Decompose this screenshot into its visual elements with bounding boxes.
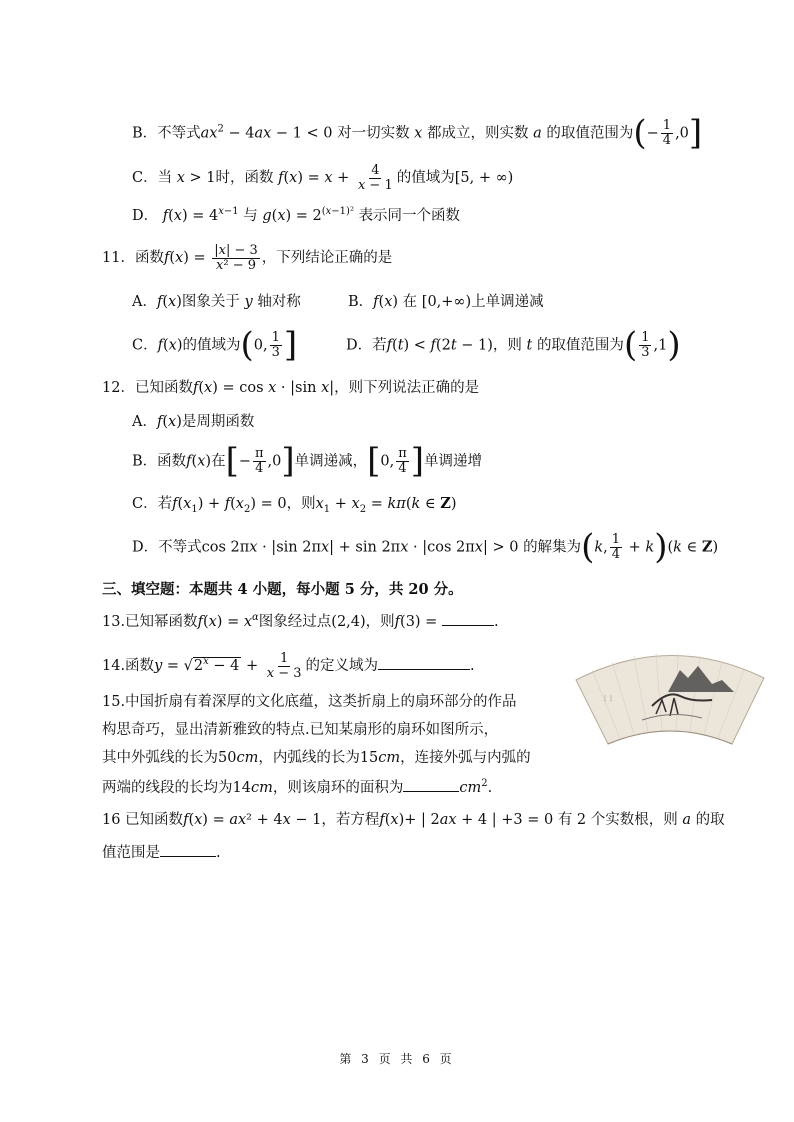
q13: 13.已知幂函数$f(x) = x^\alpha$图象经过点(2,4)，则f(3) = . — [102, 612, 499, 630]
folding-fan-image — [572, 640, 768, 748]
q11-option-b: B．f(x) 在 [0,+∞)上单调递减 — [348, 294, 544, 310]
q14-answer-blank[interactable] — [378, 657, 470, 670]
q10-option-b: B．不等式$ax^2 - 4ax - 1 < 0$ 对一切实数 x 都成立，则实数 a 的取值范围为(− $\frac{1}{4}$ ,0] — [132, 113, 703, 153]
q12-d-end: 的解集为 — [523, 539, 582, 556]
q11-stem-label: 11．函数 — [102, 250, 164, 267]
q12-stem-end: ，则下列说法正确的是 — [334, 380, 480, 396]
q12-b-end: 单调递增 — [424, 453, 483, 470]
q13-stem: 13.已知幂函数 — [102, 613, 198, 630]
q16-answer-blank[interactable] — [160, 844, 216, 857]
q11-stem-end: ，下列结论正确的是 — [261, 250, 393, 267]
q12-stem: 12．已知函数f(x) = cos x · |sin x|，则下列说法正确的是 — [102, 380, 480, 396]
q12-c-mid: ，则 — [286, 496, 316, 512]
page-footer: 第 3 页 共 6 页 — [339, 1052, 455, 1066]
q11-d-end: 的取值范围为 — [536, 337, 624, 354]
q10-d-label: D． — [132, 207, 159, 224]
q15-line3: 其中外弧线的长为50cm，内弧线的长为15cm，连接外弧与内弧的 — [102, 750, 531, 766]
q13-end: ，则 — [365, 613, 395, 630]
q11-d-mid: ，则 — [492, 337, 522, 354]
q11-a-end: 轴对称 — [257, 294, 301, 310]
q12-b-mid2: 单调递减， — [294, 453, 368, 470]
q15-line1: 15.中国折扇有着深厚的文化底蕴，这类折扇上的扇环部分的作品 — [102, 694, 517, 710]
q10-option-c: C．当 x > 1时，函数 f(x) = x + $\frac{4}{x - 1}$ 的值域为[5, + ∞) — [132, 163, 514, 193]
section-heading: 三、填空题：本题共 4 小题，每小题 5 分，共 20 分。 — [102, 581, 463, 598]
q11-stem: 11．函数f(x) = $\frac{|x| - 3}{\text{x² − 9}}$ ，下列结论正确的是 — [102, 243, 393, 273]
q15-answer-blank[interactable] — [403, 779, 459, 792]
q10-b-mid: 对一切实数 — [337, 125, 410, 142]
q11-d-label: D．若 — [346, 337, 387, 354]
q10-c-mid: 时，函数 — [215, 170, 274, 187]
q11-option-d: D．若f(t) < f(2t − 1)，则 t 的取值范围为( $\frac{1}{3}$ ,1) — [346, 325, 681, 365]
q12-stem-label: 12．已知函数 — [102, 380, 193, 396]
q11-option-c: C．f(x)的值域为(0, $\frac{1}{3}$ ] — [132, 325, 298, 365]
q11-b-end: 上单调递减 — [471, 294, 544, 310]
q16-line2: 值范围是 . — [102, 845, 221, 861]
q10-b-mid2: 都成立，则实数 — [426, 125, 529, 142]
q10-option-d: D． $f(x) = 4^{x-1}$ 与 $g(x) = 2^{(x-1)^2}$ 表示同一个函数 — [132, 206, 461, 224]
q11-option-a: A．f(x)图象关于 y 轴对称 — [132, 294, 301, 310]
q10-b-label: B．不等式 — [132, 125, 201, 142]
q13-answer-blank[interactable] — [442, 613, 494, 626]
q14-end: 的定义域为 — [305, 658, 378, 675]
q12-option-d: D．不等式cos 2πx · |sin 2πx| + sin 2πx · |cos 2πx| > 0 的解集为(k, $\frac{1}{4}$ + k)(k ∈ Z) — [132, 527, 719, 567]
q15-line2: 构思奇巧，显出清新雅致的特点.已知某扇形的扇环如图所示， — [102, 722, 499, 738]
q10-c-end: 的值域为 — [396, 170, 455, 187]
q14-stem: 14.函数 — [102, 658, 155, 675]
q12-a-text: 是周期函数 — [181, 414, 255, 430]
q10-b-mid3: 的取值范围为 — [546, 125, 634, 142]
q12-option-c: C．若$f(x_1) + f(x_2) = 0$，则$x_1 + x_2 = k\pi(k$ ∈ Z) — [132, 495, 457, 515]
q10-c-label: C．当 — [132, 170, 173, 187]
q12-option-a: A．f(x)是周期函数 — [132, 414, 255, 430]
q11-b-text: 在 — [402, 294, 418, 310]
q12-b-label: B．函数 — [132, 453, 187, 470]
q12-d-label: D．不等式 — [132, 539, 202, 556]
q10-d-mid: 与 — [243, 207, 258, 224]
q12-b-mid: 在 — [211, 453, 226, 470]
q13-mid: 图象经过点 — [258, 613, 332, 630]
q15-line4: 两端的线段的长均为14cm，则该扇环的面积为 $cm^2$. — [102, 778, 493, 796]
q12-c-label: C．若 — [132, 496, 173, 512]
q12-option-b: B．函数f(x)在[− $\frac{\pi}{4}$ ,0]单调递减，[0, $\frac{\pi}{4}$ ]单调递增 — [132, 441, 483, 481]
svg-text:⋮⋮: ⋮⋮ — [602, 695, 614, 702]
q11-c-text: 的值域为 — [182, 337, 241, 354]
q10-d-end: 表示同一个函数 — [358, 207, 461, 224]
q11-a-text: 图象关于 — [181, 294, 240, 310]
q14: 14.函数$y = √2^x - 4$ + $\frac{1}{x - 3}$ 的定义域为 . — [102, 651, 475, 681]
q16-line1: 16 已知函数f(x) = ax² + 4x − 1，若方程f(x)+ | 2ax + 4 | +3 = 0 有 2 个实数根，则 a 的取 — [102, 812, 725, 828]
